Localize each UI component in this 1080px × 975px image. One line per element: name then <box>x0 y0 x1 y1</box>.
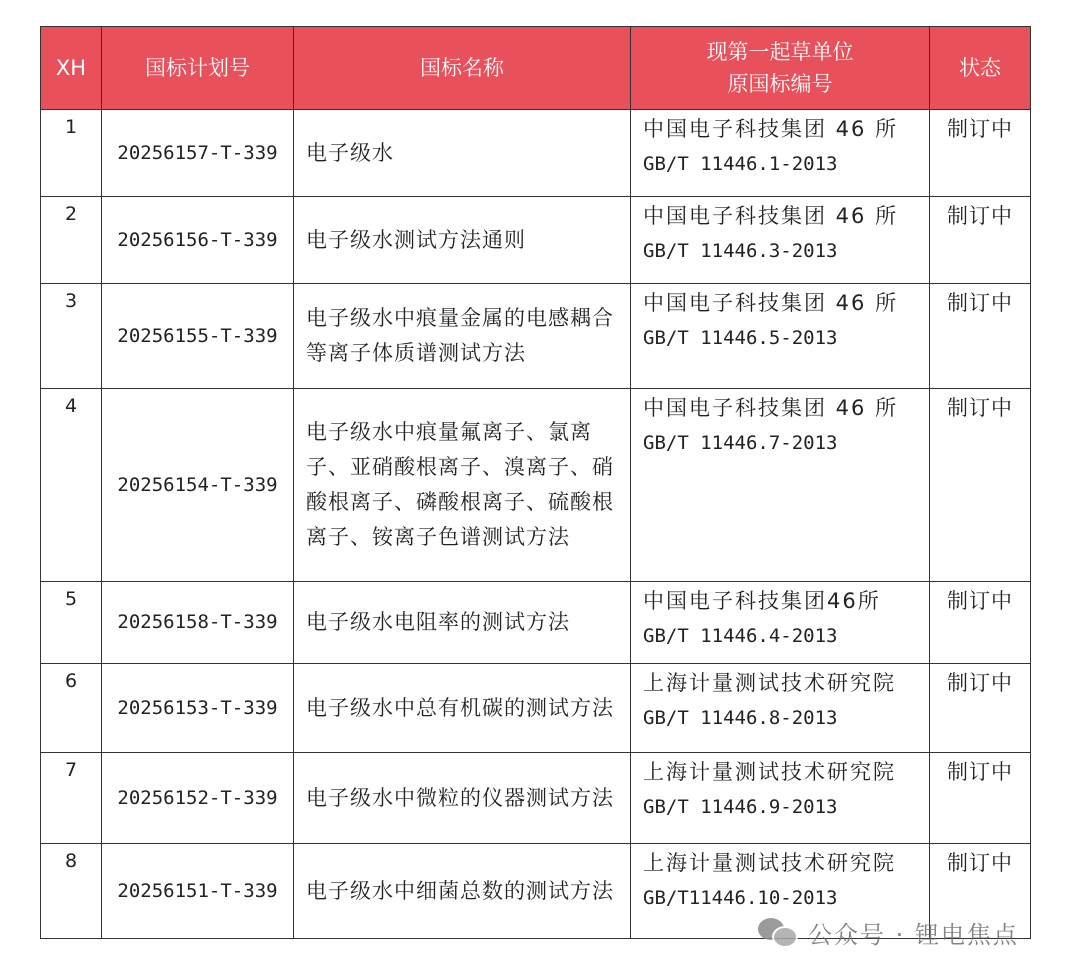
cell-plan-no: 20256154-T-339 <box>102 389 294 582</box>
cell-drafter: 上海计量测试技术研究院 <box>643 851 896 875</box>
cell-xh: 1 <box>41 110 102 197</box>
cell-old-code: GB/T 11446.8-2013 <box>643 707 838 729</box>
table-row <box>41 284 1031 389</box>
cell-plan-no: 20256156-T-339 <box>102 197 294 284</box>
cell-old-code: GB/T 11446.7-2013 <box>643 432 838 454</box>
header-name: 国标名称 <box>294 27 631 110</box>
cell-plan-no: 20256155-T-339 <box>102 284 294 389</box>
cell-unit <box>631 110 930 197</box>
table-header-row <box>41 27 1031 110</box>
cell-old-code: GB/T 11446.5-2013 <box>643 327 838 349</box>
cell-status: 制订中 <box>930 664 1031 753</box>
standards-table-container <box>40 26 1030 939</box>
cell-old-code: GB/T 11446.3-2013 <box>643 240 838 262</box>
cell-status: 制订中 <box>930 582 1031 664</box>
table-row <box>41 582 1031 664</box>
cell-drafter: 中国电子科技集团 46 所 <box>643 204 899 228</box>
cell-old-code: GB/T 11446.4-2013 <box>643 625 838 647</box>
header-plan-no: 国标计划号 <box>102 27 294 110</box>
header-xh: XH <box>41 27 102 110</box>
cell-drafter: 中国电子科技集团46所 <box>643 589 881 613</box>
header-unit <box>631 27 930 110</box>
table-row <box>41 197 1031 284</box>
cell-drafter: 上海计量测试技术研究院 <box>643 671 896 695</box>
cell-name: 电子级水中痕量金属的电感耦合等离子体质谱测试方法 <box>294 284 631 389</box>
cell-unit <box>631 389 930 582</box>
cell-unit <box>631 284 930 389</box>
table-row <box>41 664 1031 753</box>
cell-drafter: 中国电子科技集团 46 所 <box>643 291 899 315</box>
cell-status: 制订中 <box>930 110 1031 197</box>
cell-old-code: GB/T11446.10-2013 <box>643 887 838 909</box>
table-row <box>41 110 1031 197</box>
cell-plan-no: 20256152-T-339 <box>102 753 294 844</box>
cell-status: 制订中 <box>930 844 1031 939</box>
header-status: 状态 <box>930 27 1031 110</box>
cell-status: 制订中 <box>930 753 1031 844</box>
cell-plan-no: 20256158-T-339 <box>102 582 294 664</box>
cell-plan-no: 20256153-T-339 <box>102 664 294 753</box>
cell-status: 制订中 <box>930 389 1031 582</box>
cell-xh: 7 <box>41 753 102 844</box>
cell-unit <box>631 753 930 844</box>
cell-name: 电子级水中总有机碳的测试方法 <box>294 664 631 753</box>
cell-name: 电子级水中微粒的仪器测试方法 <box>294 753 631 844</box>
cell-drafter: 中国电子科技集团 46 所 <box>643 117 899 141</box>
cell-name: 电子级水中细菌总数的测试方法 <box>294 844 631 939</box>
cell-drafter: 上海计量测试技术研究院 <box>643 760 896 784</box>
cell-old-code: GB/T 11446.1-2013 <box>643 153 838 175</box>
header-unit-line2: 原国标编号 <box>727 72 833 96</box>
cell-name: 电子级水 <box>294 110 631 197</box>
cell-old-code: GB/T 11446.9-2013 <box>643 796 838 818</box>
cell-name: 电子级水中痕量氟离子、氯离子、亚硝酸根离子、溴离子、硝酸根离子、磷酸根离子、硫酸根离子、铵离子色谱测试方法 <box>294 389 631 582</box>
cell-status: 制订中 <box>930 197 1031 284</box>
cell-unit <box>631 664 930 753</box>
standards-table <box>40 26 1031 939</box>
cell-status: 制订中 <box>930 284 1031 389</box>
cell-unit <box>631 582 930 664</box>
cell-drafter: 中国电子科技集团 46 所 <box>643 396 899 420</box>
cell-name: 电子级水测试方法通则 <box>294 197 631 284</box>
header-unit-line1: 现第一起草单位 <box>706 40 854 64</box>
cell-name: 电子级水电阻率的测试方法 <box>294 582 631 664</box>
cell-xh: 6 <box>41 664 102 753</box>
cell-unit <box>631 197 930 284</box>
cell-plan-no: 20256157-T-339 <box>102 110 294 197</box>
cell-xh: 4 <box>41 389 102 582</box>
cell-xh: 3 <box>41 284 102 389</box>
cell-xh: 2 <box>41 197 102 284</box>
wechat-watermark <box>758 912 1019 952</box>
cell-xh: 8 <box>41 844 102 939</box>
cell-xh: 5 <box>41 582 102 664</box>
wechat-logo-icon <box>758 916 798 948</box>
table-row <box>41 389 1031 582</box>
table-row <box>41 753 1031 844</box>
watermark-text: 公众号 · 锂电焦点 <box>808 920 1019 949</box>
cell-plan-no: 20256151-T-339 <box>102 844 294 939</box>
